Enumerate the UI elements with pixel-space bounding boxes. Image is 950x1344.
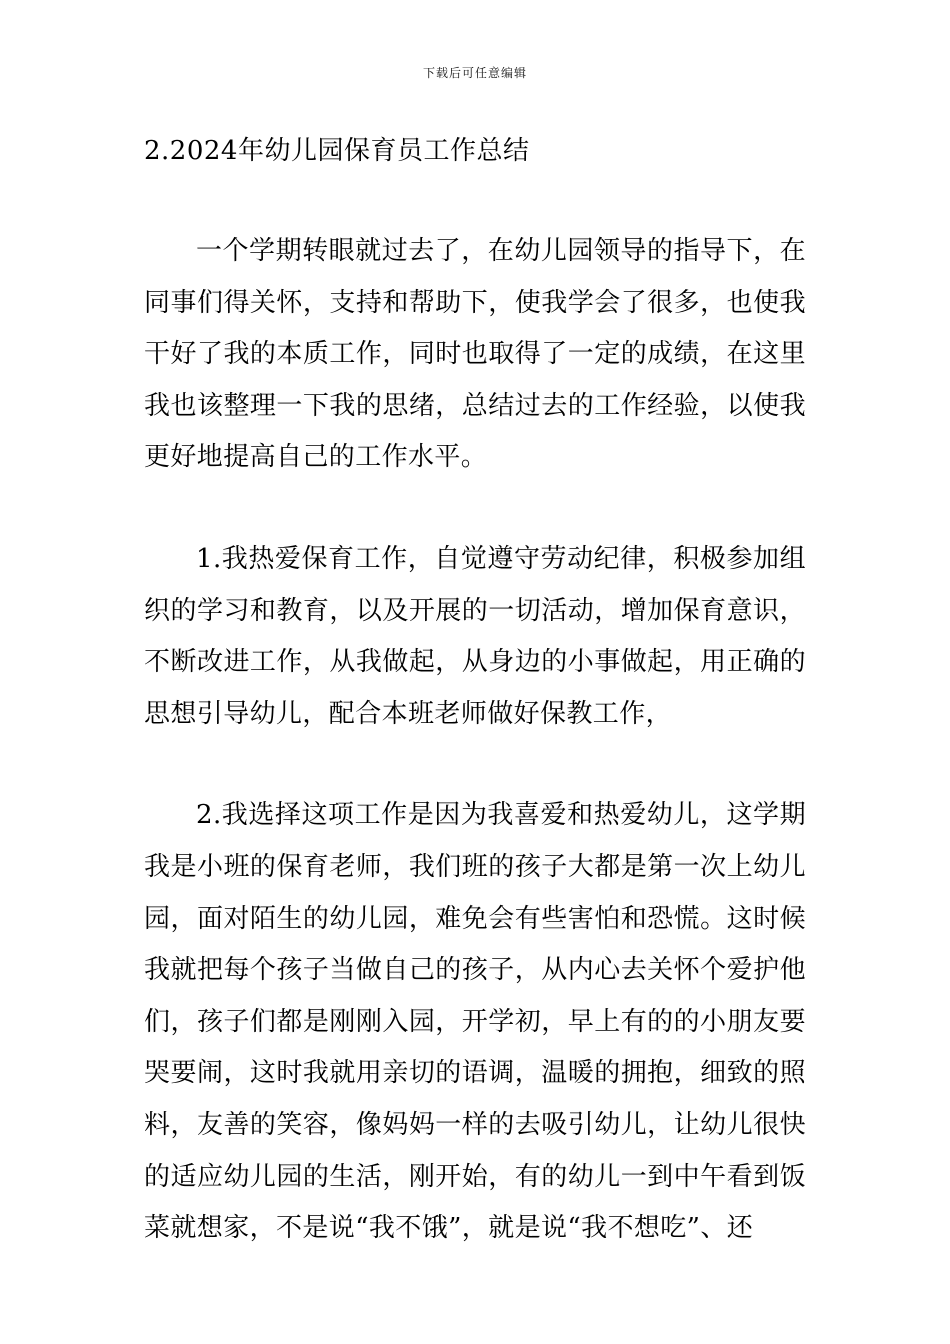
document-body [144,226,806,1255]
paragraph-intro: 一个学期转眼就过去了，在幼儿园领导的指导下，在同事们得关怀，支持和帮助下，使我学会了很多，也使我干好了我的本质工作，同时也取得了一定的成绩，在这里我也该整理一下我的思绪，总结过去的工作经验，以使我更好地提高自己的工作水平。 [144,236,806,473]
paragraph-point-2: 2.我选择这项工作是因为我喜爱和热爱幼儿，这学期我是小班的保育老师，我们班的孩子大都是第一次上幼儿园，面对陌生的幼儿园，难免会有些害怕和恐慌。这时候我就把每个孩子当做自己的孩子，从内心去关怀个爱护他们，孩子们都是刚刚入园，开学初，早上有的的小朋友要哭要闹，这时我就用亲切的语调，温暖的拥抱，细致的照料，友善的笑容，像妈妈一样的去吸引幼儿，让幼儿很快的适应幼儿园的生活，刚开始，有的幼儿一到中午看到饭菜就想家，不是说“我不饿”，就是说“我不想吃”、还 [144,800,806,1244]
page-header-note: 下载后可任意编辑 [422,66,527,80]
document-title: 2.2024年幼儿园保育员工作总结 [144,136,530,166]
paragraph-point-1: 1.我热爱保育工作，自觉遵守劳动纪律，积极参加组织的学习和教育，以及开展的一切活动，增加保育意识，不断改进工作，从我做起，从身边的小事做起，用正确的思想引导幼儿，配合本班老师做好保教工作， [144,543,806,729]
